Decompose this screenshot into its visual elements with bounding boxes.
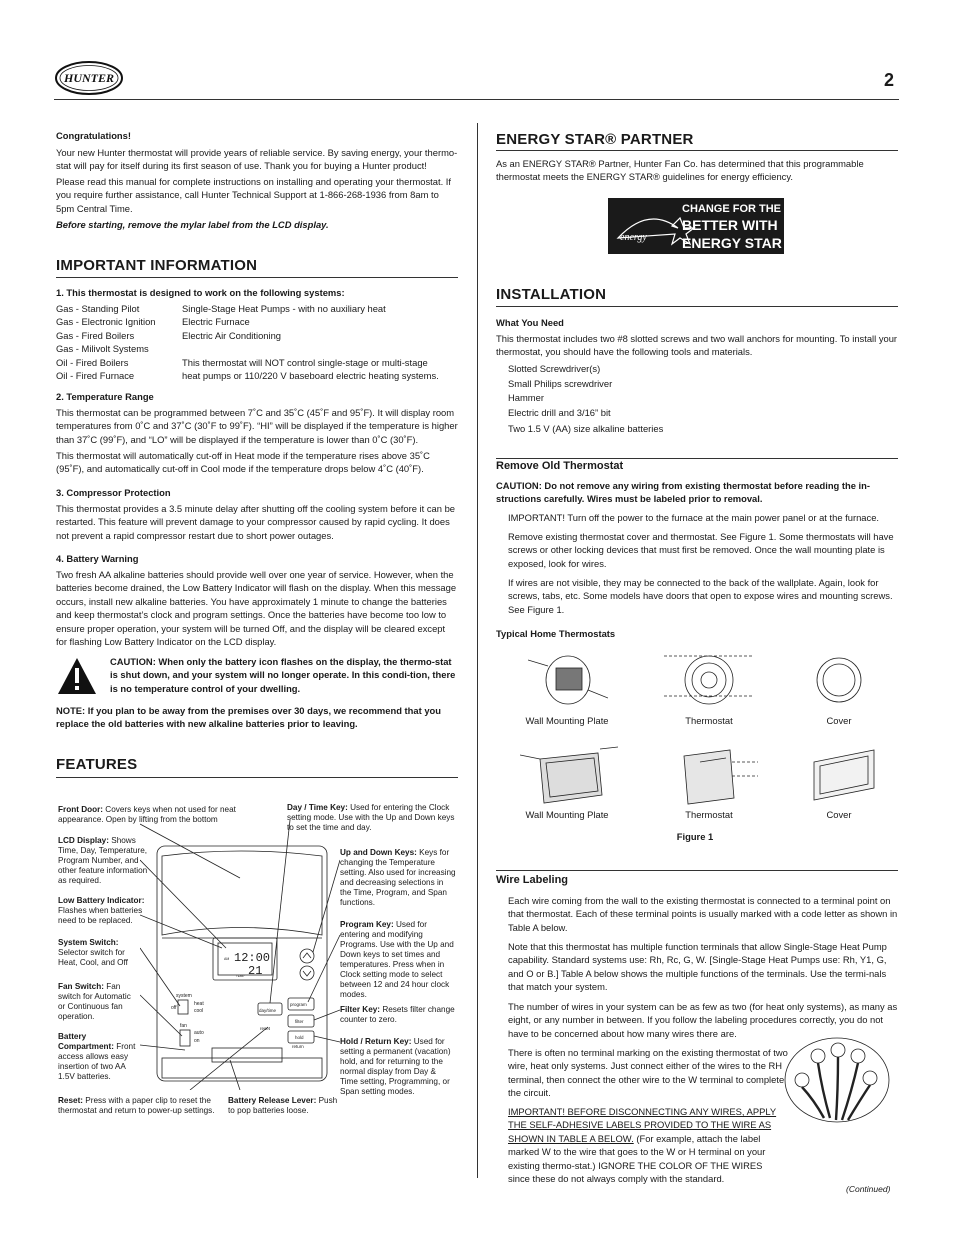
important-rule <box>56 277 458 278</box>
system-row: Gas - Milivolt Systems <box>56 343 149 355</box>
figure-caption: Figure 1 <box>676 831 714 842</box>
wire-labeling-title: Wire Labeling <box>496 874 569 886</box>
fig-label-thermostat-2: Thermostat <box>685 809 733 820</box>
congrats-title: Congratulations! <box>56 130 131 141</box>
filter-key-label: Filter Key: Resets filter change counter to zero. <box>340 1005 455 1024</box>
congrats-paragraph-1: Your new Hunter thermostat will provide years of reliable service. By saving energy, your thermo-stat will pay for itself during its first season of use. Thank you for buying a Hunter product! <box>56 147 458 172</box>
filter-key[interactable]: filter <box>295 1019 304 1024</box>
wall-plate-rect-illustration <box>520 745 620 805</box>
remove-caution: CAUTION: Do not remove any wiring from existing thermostat before reading the in-structions carefully. Wires must be labeled prior to removal. <box>496 480 870 505</box>
energy-logo-line-3: ENERGY STAR <box>682 235 782 251</box>
remove-old-thermostat-title: Remove Old Thermostat <box>496 460 624 472</box>
column-divider <box>477 123 478 1178</box>
cool-text: cool <box>194 1008 204 1014</box>
features-rule <box>56 777 458 778</box>
energy-rule <box>496 150 898 151</box>
rect-thermostat-illustration <box>670 742 760 806</box>
system-row: Gas - Fired Boilers Electric Air Conditioning <box>56 329 282 341</box>
battery-warning-title: 4. Battery Warning <box>56 553 139 564</box>
continued-note: (Continued) <box>846 1184 891 1194</box>
tool-item: Electric drill and 3/16” bit <box>508 406 611 418</box>
system-switch-label: System Switch: Selector switch for Heat, Cool, and Off <box>58 938 128 967</box>
system-row: Gas - Standing Pilot Single-Stage Heat Pumps - with no auxiliary heat <box>56 303 386 314</box>
what-you-need-title: What You Need <box>496 317 564 328</box>
compressor-title: 3. Compressor Protection <box>56 487 171 498</box>
program-key[interactable]: program <box>290 1002 307 1007</box>
wire-paragraph-2: Note that this thermostat has multiple function terminals that allow Single-Stage Heat Pump capability. Standard systems use: Rh, Rc, G, W. [Single-Stage Heat Pumps use: Rh, Y1, G, and O or B.] Table A below shows the multiple functions of the terminals. Use the termi-nals that match your system. <box>508 941 887 993</box>
installation-heading: INSTALLATION <box>496 286 607 303</box>
hold-key[interactable]: hold <box>295 1035 304 1040</box>
tool-item: Two 1.5 V (AA) size alkaline batteries <box>508 423 664 435</box>
systems-list <box>56 302 458 382</box>
fig-label-wall-plate-1: Wall Mounting Plate <box>525 715 609 726</box>
lcd-time: 12:00 <box>234 951 271 965</box>
typical-thermostats-title: Typical Home Thermostats <box>496 628 616 639</box>
lcd-display-label: LCD Display: Shows Time, Day, Temperature, Program Number, and other feature information as required. <box>58 836 148 885</box>
wire-paragraph-3: The number of wires in your system can be as few as two (for heat only systems), as many as eight, or any number in between. If you follow the labeling procedures correctly, you do not have to be concerned about how many wires there are. <box>508 1001 898 1039</box>
off-text: off <box>171 1005 177 1011</box>
day-time-key[interactable]: day/time <box>259 1008 277 1013</box>
tool-item: Slotted Screwdriver(s) <box>508 363 601 374</box>
fig-label-cover-2: Cover <box>826 809 852 820</box>
installation-rule <box>496 306 898 307</box>
energy-star-heading: ENERGY STAR® PARTNER <box>496 131 694 148</box>
mylar-note: Before starting, remove the mylar label from the LCD display. <box>56 219 329 230</box>
remove-paragraph-3: If wires are not visible, they may be connected to the back of the wallplate. Again, look for screws, tabs, etc. Some models have doors that open to expose wires and mounting screws. See Figure 1. <box>508 577 893 615</box>
header-rule <box>54 99 899 100</box>
reset-key[interactable]: reset <box>260 1026 271 1031</box>
system-row: Oil - Fired Furnace heat pumps or 110/220 V baseboard electric heating systems. <box>56 370 439 382</box>
rect-cover-illustration <box>808 742 880 806</box>
wire-labeling-rule <box>496 870 898 871</box>
compressor-paragraph: This thermostat provides a 3.5 minute delay after shutting off the cooling system before it can be restarted. This feature will prevent damage to your compressor caused by rapid cycling. It does not prevent a rapid compressor restart due to short power outages. <box>56 503 456 541</box>
round-thermostat-illustration <box>664 650 754 710</box>
system-switch-text: system <box>176 993 192 999</box>
day-time-key-label: Day / Time Key: Used for entering the Clock setting mode. Use with the Up and Down keys to set the time and day. <box>287 803 455 832</box>
lcd-am: AM <box>224 957 230 961</box>
front-door-label: Front Door: Covers keys when not used for neat appearance. Open by lifting from the bottom <box>58 805 236 824</box>
fig-label-wall-plate-2: Wall Mounting Plate <box>525 809 609 820</box>
lcd-temp-label: TEMP <box>236 974 245 978</box>
what-you-need-paragraph: This thermostat includes two #8 slotted screws and two wall anchors for mounting. To install your thermostat, you should have the following tools and materials. <box>496 333 898 358</box>
lcd-temp: 21 <box>248 964 263 978</box>
energy-star-logo <box>608 198 784 254</box>
fig-label-cover-1: Cover <box>826 715 852 726</box>
wire-paragraph-1: Each wire coming from the wall to the existing thermostat is connected to a terminal point on that thermostat. Each of these terminal points is usually marked with a code letter as shown in Table A below. <box>508 895 898 933</box>
tool-item: Small Philips screwdriver <box>508 377 613 389</box>
thermostat-diagram <box>140 820 340 1090</box>
battery-compartment-label: Battery Compartment: Front access allows easy insertion of two AA 1.5V batteries. <box>58 1032 136 1081</box>
reset-label: Reset: Press with a paper clip to reset the thermostat and return to power-up settings. <box>58 1096 215 1115</box>
remove-paragraph-2: Remove existing thermostat cover and thermostat. See Figure 1. Some thermostats will have screws or other locking devices that must first be removed. Once the wall mounting plate is exposed, look for wires. <box>508 531 894 569</box>
system-row: Oil - Fired Boilers This thermostat will NOT control single-stage or multi-stage <box>56 356 428 368</box>
fan-text: fan <box>180 1023 187 1029</box>
temperature-range-title: 2. Temperature Range <box>56 391 154 402</box>
system-row: Gas - Electronic Ignition Electric Furnace <box>56 316 250 328</box>
battery-caution: CAUTION: When only the battery icon flashes on the display, the thermo-stat is shut down, and your system will no longer operate. In this condi-tion, there is no temperature control of your dwelling. <box>110 656 456 694</box>
hold-return-key-label: Hold / Return Key: Used for setting a permanent (vacation) hold, and for returning to the normal display from Day & Time setting, Programming, or Span setting modes. <box>340 1037 451 1096</box>
auto-text: auto <box>194 1030 204 1036</box>
energy-logo-line-2: BETTER WITH <box>682 217 778 233</box>
away-note: NOTE: If you plan to be away from the premises over 30 days, we recommend that you replace the old batteries with new alkaline batteries prior to leaving. <box>56 705 441 730</box>
wire-labels-illustration <box>782 1030 892 1126</box>
warning-icon <box>56 656 98 696</box>
temperature-range-paragraph-2: This thermostat will automatically cut-off in Heat mode if the temperature rises above 35˚C (95˚F), and automatically cut-off in Cool mode if the temperature drops below 4˚C (40˚F). <box>56 450 430 475</box>
energy-script: energy <box>620 232 647 243</box>
on-text: on <box>194 1038 200 1044</box>
congrats-paragraph-2: Please read this manual for complete instructions on installing and operating your thermostat. If you require further assistance, call Hunter Technical Support at 1-866-268-1936 from 8am to 5pm Central Time. <box>56 176 452 214</box>
battery-release-label: Battery Release Lever: Push to pop batteries loose. <box>228 1096 338 1115</box>
wall-plate-round-illustration <box>528 650 608 710</box>
fig-label-thermostat-1: Thermostat <box>685 715 733 726</box>
tool-item: Hammer <box>508 392 544 404</box>
fan-switch-label: Fan Switch: Fan switch for Automatic or Continuous fan operation. <box>58 982 131 1021</box>
battery-warning-paragraph: Two fresh AA alkaline batteries should provide well over one year of service. However, when the batteries become drained, the Low Battery Indicator will flash on the display. When this message occurs, install new alkaline batteries. You have approximately 1 minute to change the batteries and keep thermostat’s clock and program settings. Once the batteries have become too low to ensure proper operation, your system will be turned Off, and the display will be cleared except for flashing Low Battery Indicator on the LCD display. <box>56 569 457 648</box>
program-key-label: Program Key: Used for entering and modifying Programs. Use with the Up and Down keys to set times and temperatures. Press when in Clock setting mode to select between 12 and 24 hour clock modes. <box>340 920 454 999</box>
tools-list <box>508 362 663 437</box>
low-battery-label: Low Battery Indicator: Flashes when batteries need to be replaced. <box>58 896 145 925</box>
wire-paragraph-4: There is often no terminal marking on the existing thermostat of two wire, heat only systems. Just connect either of the wires to the RH terminal, then connect the other wire to the W terminal to complete the circuit. <box>508 1047 788 1099</box>
temperature-range-paragraph-1: This thermostat can be programmed between 7˚C and 35˚C (45˚F and 95˚F). It will display room temperatures from 0˚C and 37˚C (30˚F to 99˚F). “HI” will be displayed if the temperature is higher than 37˚C (99˚F), and “LO” will be displayed if the temperature is lower than 0˚C (30˚F). <box>56 407 458 445</box>
remove-rule <box>496 458 898 459</box>
energy-star-paragraph: As an ENERGY STAR® Partner, Hunter Fan Co. has determined that this programmable thermostat meets the ENERGY STAR® guidelines for energy efficiency. <box>496 158 864 183</box>
round-cover-illustration <box>814 650 864 710</box>
energy-logo-line-1: CHANGE FOR THE <box>682 203 781 215</box>
logo-text: HUNTER <box>63 71 115 85</box>
remove-paragraph-1: IMPORTANT! Turn off the power to the furnace at the main power panel or at the furnace. <box>508 512 880 523</box>
features-heading: FEATURES <box>56 756 138 773</box>
return-key[interactable]: return <box>292 1044 304 1049</box>
page-number: 2 <box>884 70 895 90</box>
hunter-logo <box>54 58 124 98</box>
heat-text: heat <box>194 1001 204 1007</box>
important-information-heading: IMPORTANT INFORMATION <box>56 257 258 274</box>
systems-title: 1. This thermostat is designed to work on the following systems: <box>56 287 345 298</box>
wire-paragraph-5: IMPORTANT! BEFORE DISCONNECTING ANY WIRES, APPLY THE SELF-ADHESIVE LABELS PROVIDED TO THE WIRE AS SHOWN IN TABLE A BELOW. (For example, attach the label marked W to the wire that goes to the W or H terminal on your existing thermo-stat.) IGNORE THE COLOR OF THE WIRES since these do not always comply with the standard. <box>508 1106 777 1185</box>
up-down-keys-label: Up and Down Keys: Keys for changing the Temperature setting. Also used for increasing and decreasing selections in the Time, Program, and Span functions. <box>340 848 456 907</box>
